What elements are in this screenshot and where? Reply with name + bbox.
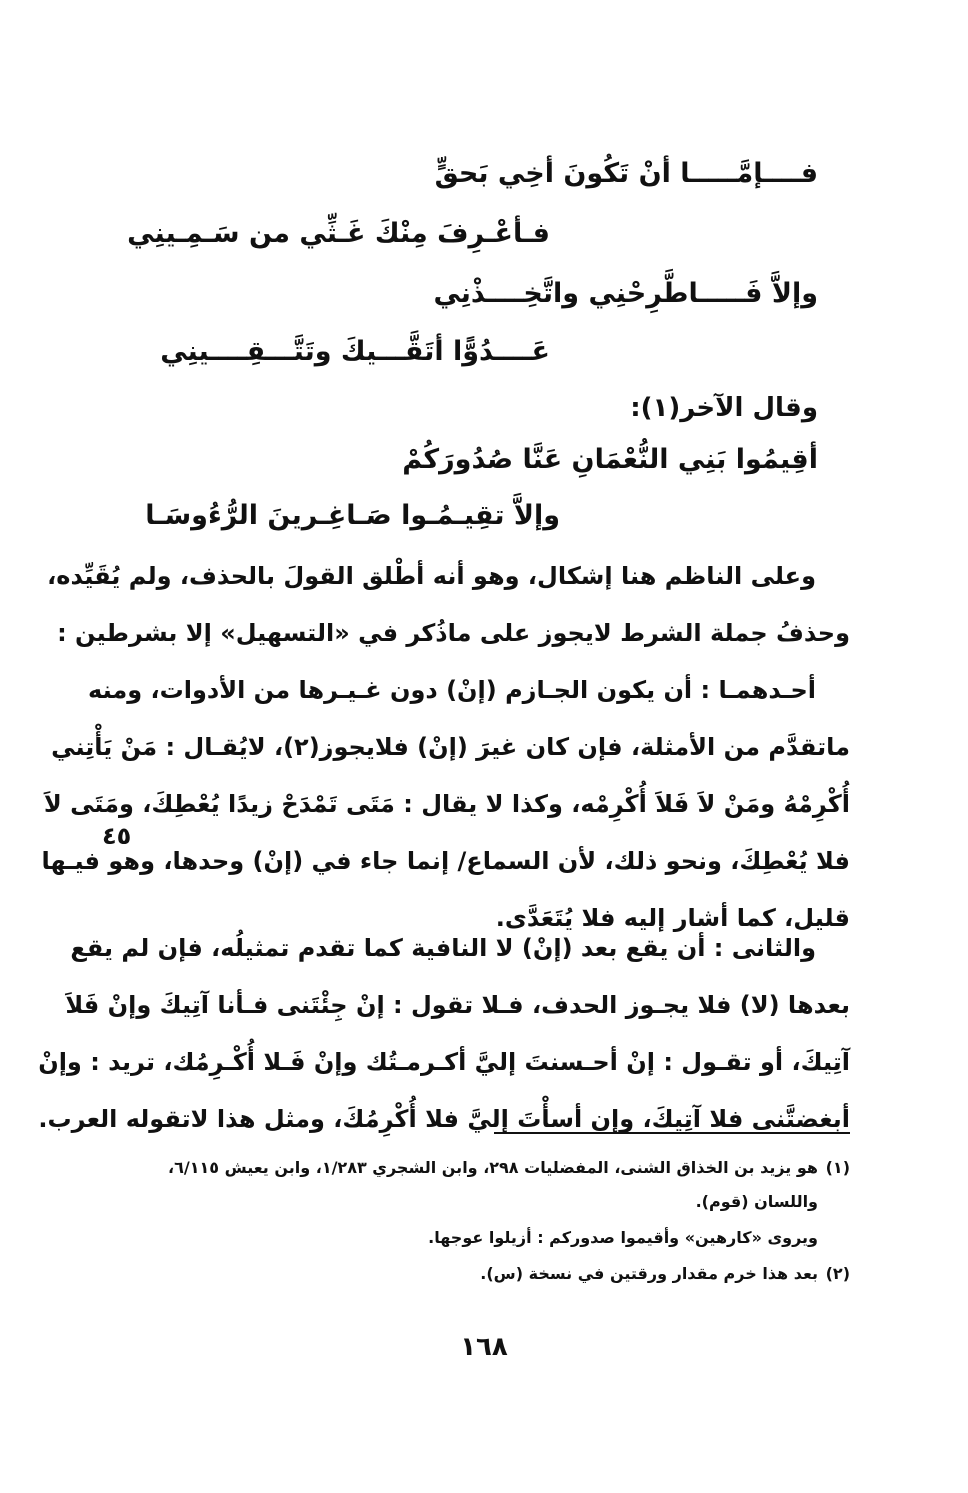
footnote-1-text: هو يزيد بن الخذاق الشنى، المفضليات ٢٩٨، وابن الشجري ١/٢٨٣، وابن يعيش ٦/١١٥، [168, 1158, 818, 1177]
verse-2-first-hemistich: وإلاَّ فَـــــاطَّرِحْنِي واتَّخِــــذْنِي [433, 278, 818, 309]
verse-1-first-hemistich: فــــإمَّـــــا أنْ تَكُونَ أخِي بَحقٍّ [434, 158, 818, 189]
footnote-1-text-cont: واللسان (قوم). [695, 1192, 818, 1211]
margin-folio-number: ٤٥ [102, 822, 132, 850]
footnote-2-text: بعد هذا خرم مقدار ورقتين في نسخة (س). [480, 1264, 818, 1283]
paragraph-line: فلا يُعْطِكَ، ونحو ذلك، لأن السماع/ إنما جاء في (إنْ) وحدها، وهو فيـها [41, 847, 850, 875]
footnote-1-number: (١) [825, 1158, 850, 1177]
poem-intro: وقال الآخر(١): [630, 393, 818, 423]
paragraph-line: وعلى الناظم هنا إشكال، وهو أنه أطْلق القولَ بالحذف، ولم يُقَيِّده، [47, 562, 816, 590]
paragraph-line: ماتقدَّم من الأمثلة، فإن كان غيرَ (إنْ) فلايجوز(٢)، لايُقـال : مَنْ يَأْتِني [51, 733, 850, 761]
paragraph-line: أبغضتَّنى فلا آتِيكَ، وإن أسأْتَ إليَّ فلا أُكْرِمُكَ، ومثل هذا لاتقوله العرب. [38, 1105, 850, 1133]
verse-3-second-hemistich: وإلاَّ تقِيـمُـوا صَـاغِـرينَ الرُّءُوسَـا [145, 500, 560, 531]
paragraph-line: وحذفُ جملة الشرط لايجوز على ماذُكر في «التسهيل» إلا بشرطين : [57, 619, 850, 647]
footnote-1-variant: ويروى «كارهين» وأقيموا صدوركم : أزيلوا عوجها. [428, 1228, 818, 1247]
paragraph-line: أُكْرِمْهُ ومَنْ لاَ فَلاَ أُكْرِمْه، وكذا لا يقال : مَتَى تَمْدَحْ زيدًا يُعْطِكَ، ومَتَى لاَ [43, 790, 850, 818]
page-number: ١٦٨ [460, 1332, 508, 1362]
paragraph-1 [47, 548, 850, 662]
verse-2-second-hemistich: عَــــدُوًّا أتَقَّـــيكَ وتَتَّـــقِــــينِي [160, 336, 550, 367]
paragraph-line: أحـدهمـا : أن يكون الجـازم (إنْ) دون غـيـرها من الأدوات، ومنه [88, 676, 816, 704]
paragraph-line: آتِيكَ، أو تقـول : إنْ أحـسنتَ إليَّ أكـرمـتُك وإنْ فَـلا أُكْـرِمُك، تريد : وإنْ [38, 1048, 850, 1076]
paragraph-line: بعدها (لا) فلا يجـوز الحدف، فـلا تقول : إنْ جِئْتَنى فـأنا آتِيكَ وإنْ فَلاَ [65, 991, 850, 1019]
footnote-separator [494, 1132, 850, 1134]
verse-3-first-hemistich: أقِيمُوا بَنِي النُّعْمَانِ عَنَّا صُدُورَكُمْ [402, 444, 818, 475]
paragraph-line: والثانى : أن يقع بعد (إنْ) لا النافية كما تقدم تمثيلُه، فإن لم يقع [70, 934, 816, 962]
verse-1-second-hemistich: فـأعْـرِفَ مِنْكَ غَـثِّي من سَـمِـينِي [127, 218, 550, 249]
paragraph-3 [38, 920, 850, 1148]
footnote-2-number: (٢) [825, 1264, 850, 1283]
paragraph-line: قليل، كما أشار إليه فلا يُتَعَدَّى. [495, 904, 850, 932]
